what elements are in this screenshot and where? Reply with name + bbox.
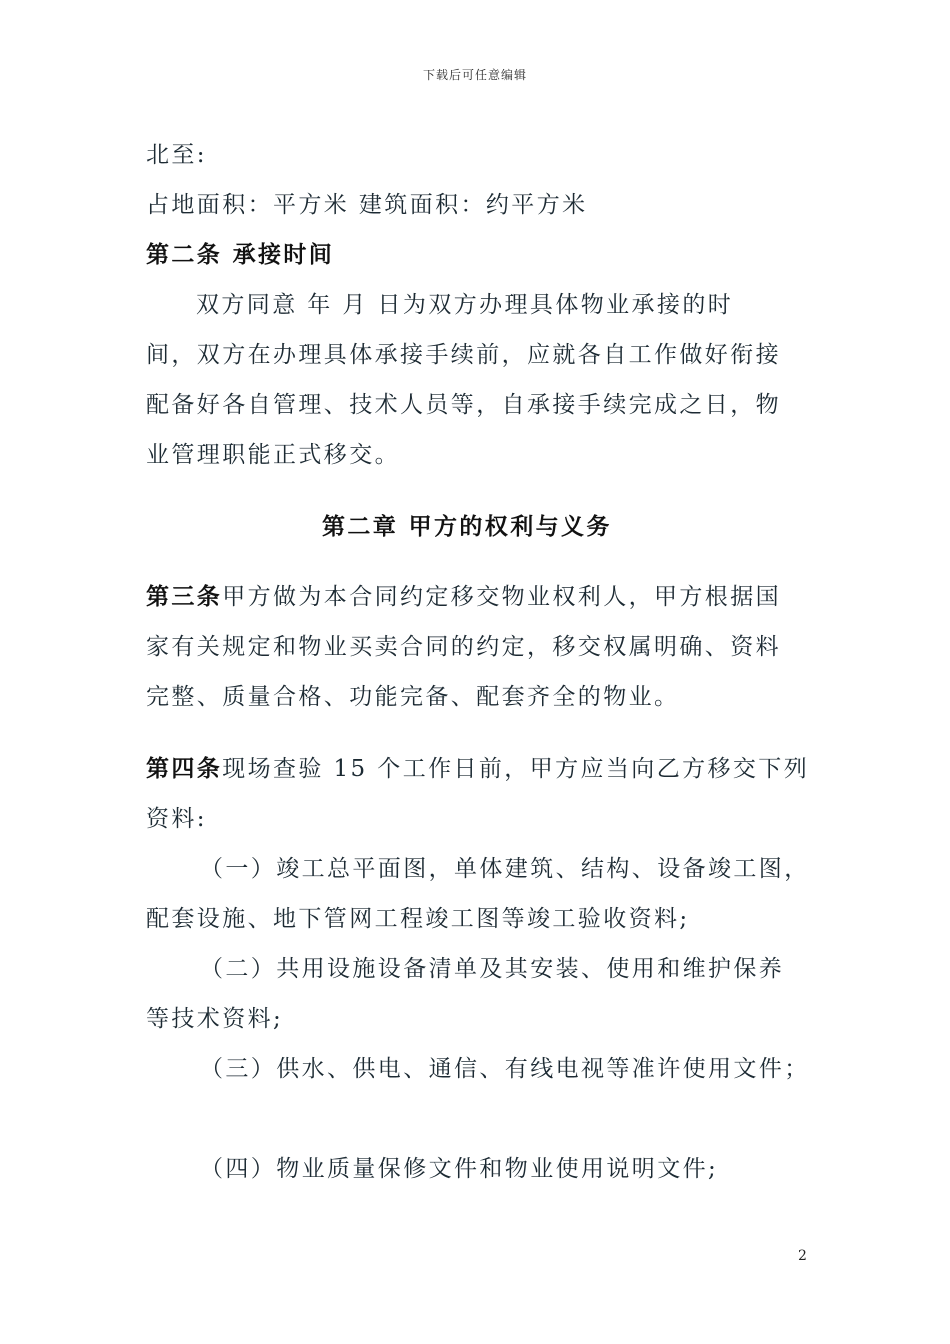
article-4-line-1 xyxy=(146,750,809,783)
article-2-paragraph-line: 间，双方在办理具体承接手续前，应就各自工作做好衔接 xyxy=(146,342,781,368)
article-3-label: 第三条 xyxy=(146,583,223,610)
article-3-paragraph-line: 完整、质量合格、功能完备、配套齐全的物业。 xyxy=(146,684,680,710)
article-2-title: 第二条 承接时间 xyxy=(146,241,335,268)
article-2-paragraph-line: 配备好各自管理、技术人员等，自承接手续完成之日，物 xyxy=(146,392,781,418)
list-item-4: （四）物业质量保修文件和物业使用说明文件; xyxy=(200,1156,719,1182)
list-item-2: （二）共用设施设备清单及其安装、使用和维护保养 xyxy=(200,956,785,982)
article-4-paragraph-line: 资料: xyxy=(146,806,207,832)
article-4-label: 第四条 xyxy=(146,755,223,782)
area-line: 占地面积：平方米 建筑面积：约平方米 xyxy=(146,192,588,218)
article-2-paragraph-line: 双方同意 年 月 日为双方办理具体物业承接的时 xyxy=(196,292,734,318)
article-3-line-1 xyxy=(146,578,781,611)
page-number: 2 xyxy=(798,1248,807,1264)
list-item-1: （一）竣工总平面图，单体建筑、结构、设备竣工图， xyxy=(200,856,810,882)
chapter-2-heading: 第二章 甲方的权利与义务 xyxy=(322,513,612,540)
article-2-paragraph-line: 业管理职能正式移交。 xyxy=(146,442,400,468)
article-4-text: 现场查验 15 个工作日前，甲方应当向乙方移交下列 xyxy=(222,756,810,782)
list-item-2-continued: 等技术资料; xyxy=(146,1006,284,1032)
article-3-paragraph-line: 家有关规定和物业买卖合同的约定，移交权属明确、资料 xyxy=(146,634,781,660)
article-3-text: 甲方做为本合同约定移交物业权利人，甲方根据国 xyxy=(222,584,782,610)
page-header-note: 下载后可任意编辑 xyxy=(422,68,527,82)
north-boundary-line: 北至: xyxy=(146,142,207,168)
list-item-3: （三）供水、供电、通信、有线电视等准许使用文件； xyxy=(200,1056,810,1082)
list-item-1-continued: 配套设施、地下管网工程竣工图等竣工验收资料; xyxy=(146,906,690,932)
